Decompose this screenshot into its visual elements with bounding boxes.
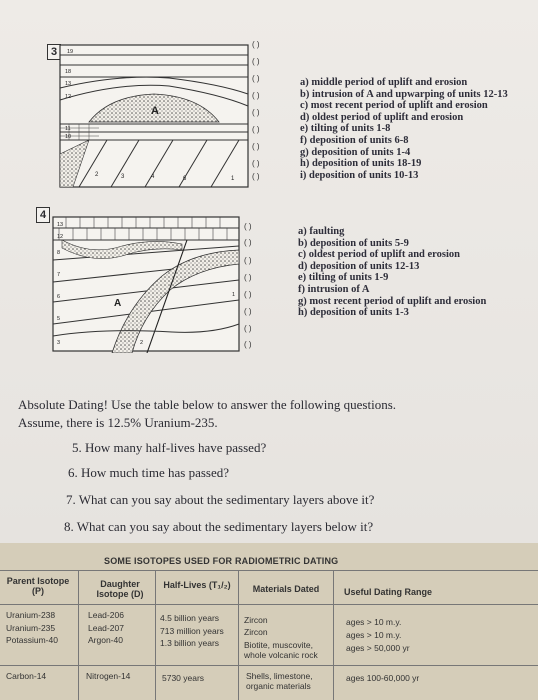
answer-blank[interactable]: ( ) [252, 172, 260, 181]
question-5: 5. How many half-lives have passed? [72, 440, 267, 455]
table-row-1-parent: Uranium-238 [6, 610, 56, 620]
q4-choice-b: b) deposition of units 5-9 [298, 237, 409, 249]
header-parent-isotope: Parent Isotope (P) [6, 576, 70, 596]
table-row-4-materials: Shells, limestone, organic materials [246, 671, 313, 691]
q3-choice-d: d) oldest period of uplift and erosion [300, 111, 464, 123]
answer-blank[interactable]: ( ) [252, 159, 260, 168]
absolute-dating-assumption: Assume, there is 12.5% Uranium-235. [18, 415, 218, 430]
answer-blank[interactable]: ( ) [244, 273, 252, 282]
q4-label-5: 5 [57, 316, 61, 322]
q4-label-13: 13 [57, 222, 64, 228]
answer-blank[interactable]: ( ) [252, 125, 260, 134]
header-daughter-isotope: Daughter Isotope (D) [96, 579, 144, 599]
header-materials-dated: Materials Dated [252, 584, 320, 594]
q3-choice-h: h) deposition of units 18-19 [300, 158, 422, 170]
q3-choice-g: g) deposition of units 1-4 [300, 146, 411, 158]
q4-cross-section-diagram [52, 216, 242, 353]
table-row-4-daughter: Nitrogen-14 [86, 671, 131, 681]
table-row-2-parent: Uranium-235 [6, 623, 56, 633]
table-row-4-half-life: 5730 years [162, 673, 205, 683]
table-row-2-range: ages > 10 m.y. [346, 630, 402, 640]
table-row-1-daughter: Lead-206 [88, 610, 124, 620]
question-8: 8. What can you say about the sedimentary layers below it? [64, 519, 374, 534]
q4-choice-h: h) deposition of units 1-3 [298, 307, 409, 319]
answer-blank[interactable]: ( ) [252, 142, 260, 151]
table-row-4-range: ages 100-60,000 yr [346, 673, 420, 683]
q3-label-10: 10 [65, 134, 72, 140]
answer-blank[interactable]: ( ) [244, 222, 252, 231]
answer-blank[interactable]: ( ) [244, 324, 252, 333]
answer-blank[interactable]: ( ) [252, 57, 260, 66]
table-row-3-daughter: Argon-40 [88, 635, 123, 645]
table-row-2-half-life: 713 million years [160, 626, 224, 636]
answer-blank[interactable]: ( ) [252, 40, 260, 49]
q3-label-13: 13 [65, 81, 72, 87]
q3-choice-a: a) middle period of uplift and erosion [300, 77, 468, 88]
q4-label-8: 8 [57, 250, 61, 256]
q4-label-3: 3 [57, 340, 61, 346]
question-6: 6. How much time has passed? [68, 465, 230, 480]
q3-label-3: 3 [121, 174, 125, 180]
q4-label-7: 7 [57, 272, 61, 278]
q3-label-12: 12 [65, 94, 72, 100]
q3-intrusion-label: A [151, 105, 159, 117]
isotope-table [0, 543, 538, 700]
header-half-lives: Half-Lives (T₁/₂) [163, 580, 231, 590]
q4-label-1: 1 [232, 292, 236, 298]
table-row-3-materials: Biotite, muscovite, whole volcanic rock [244, 640, 318, 660]
q3-cross-section-diagram [59, 44, 251, 190]
answer-blank[interactable]: ( ) [244, 290, 252, 299]
q3-label-2: 2 [95, 172, 99, 178]
q4-choice-f: f) intrusion of A [298, 283, 370, 295]
answer-blank[interactable]: ( ) [244, 307, 252, 316]
table-row-1-range: ages > 10 m.y. [346, 617, 402, 627]
q4-label-12: 12 [57, 234, 64, 240]
answer-blank[interactable]: ( ) [252, 74, 260, 83]
answer-blank[interactable]: ( ) [244, 256, 252, 265]
q4-choice-g: g) most recent period of uplift and erosion [298, 295, 487, 307]
q3-choice-f: f) deposition of units 6-8 [300, 134, 409, 146]
q3-choice-b: b) intrusion of A and upwarping of units 12-13 [300, 88, 508, 100]
table-title: SOME ISOTOPES USED FOR RADIOMETRIC DATING [104, 556, 339, 566]
q3-label-4: 4 [151, 174, 155, 180]
q4-choice-c: c) oldest period of uplift and erosion [298, 249, 460, 261]
q4-intrusion-label: A [114, 298, 122, 309]
table-row-2-materials: Zircon [244, 627, 268, 637]
q3-label-11: 11 [65, 126, 71, 132]
table-row-3-parent: Potassium-40 [6, 635, 58, 645]
table-row-2-daughter: Lead-207 [88, 623, 124, 633]
header-useful-dating-range: Useful Dating Range [343, 587, 432, 597]
question-7: 7. What can you say about the sedimentary layers above it? [66, 492, 375, 507]
table-row-3-range: ages > 50,000 yr [346, 643, 410, 653]
answer-blank[interactable]: ( ) [244, 340, 252, 349]
absolute-dating-intro: Absolute Dating! Use the table below to answer the following questions. [18, 397, 397, 412]
q4-choice-e: e) tilting of units 1-9 [298, 272, 389, 284]
q3-choice-c: c) most recent period of uplift and erosion [300, 100, 488, 112]
q3-label-19: 19 [67, 49, 74, 55]
q3-choices [300, 77, 508, 181]
question-3-number: 3 [47, 44, 61, 60]
q4-choices [298, 226, 486, 319]
table-row-3-half-life: 1.3 billion years [160, 638, 220, 648]
answer-blank[interactable]: ( ) [252, 91, 260, 100]
answer-blank[interactable]: ( ) [252, 108, 260, 117]
answer-blank[interactable]: ( ) [244, 238, 252, 247]
q4-label-6: 6 [57, 294, 61, 300]
q3-label-6: 6 [183, 176, 187, 182]
q4-choice-d: d) deposition of units 12-13 [298, 260, 420, 272]
table-row-4-parent: Carbon-14 [6, 671, 47, 681]
q4-label-2: 2 [140, 340, 144, 346]
table-row-1-materials: Zircon [244, 615, 268, 625]
q4-choice-a: a) faulting [298, 226, 345, 237]
table-row-1-half-life: 4.5 billion years [160, 613, 220, 623]
q3-choice-e: e) tilting of units 1-8 [300, 123, 391, 135]
q3-label-1: 1 [231, 176, 235, 182]
question-4-number: 4 [36, 207, 50, 223]
q3-choice-i: i) deposition of units 10-13 [300, 169, 419, 181]
q3-label-18: 18 [65, 69, 72, 75]
